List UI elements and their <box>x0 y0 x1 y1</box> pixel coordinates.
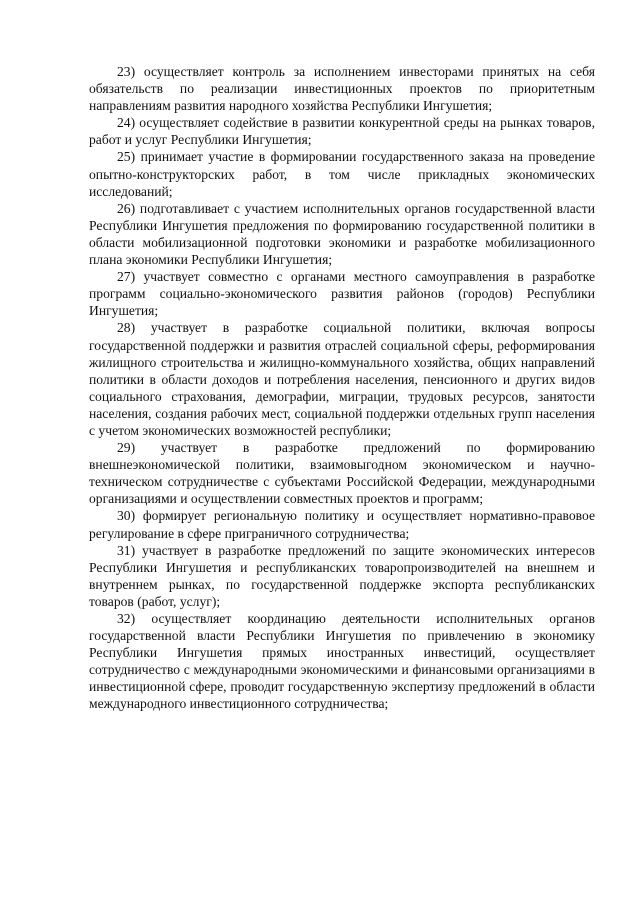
paragraph-32: 32) осуществляет координацию деятельности исполнительных органов государственной власти Республики Ингушетия по привлечению в экономику Республики Ингушетия прямых иностранных инвестиций, осуществляет сотрудничество с международными экономическими и финансовыми организациями в инвестиционной сфере, проводит государственную экспертизу предложений в области международного инвестиционного сотрудничества; <box>89 611 595 712</box>
paragraph-23: 23) осуществляет контроль за исполнением инвесторами принятых на себя обязательств по реализации инвестиционных проектов по приоритетным направлениям развития народного хозяйства Республики Ингушетия; <box>89 64 595 114</box>
paragraph-28: 28) участвует в разработке социальной политики, включая вопросы государственной поддержки и развития отраслей социальной сферы, реформирования жилищного строительства и жилищно-коммунального хозяйства, общих направлений политики в области доходов и потребления населения, пенсионного и других видов социального страхования, демографии, миграции, трудовых ресурсов, занятости населения, создания рабочих мест, социальной поддержки отдельных групп населения с учетом экономических возможностей республики; <box>89 320 595 438</box>
paragraph-31: 31) участвует в разработке предложений по защите экономических интересов Республики Ингушетия и республиканских товаропроизводителей на внешнем и внутреннем рынках, по государственной поддержке экспорта республиканских товаров (работ, услуг); <box>89 542 595 609</box>
paragraph-27: 27) участвует совместно с органами местного самоуправления в разработке программ социально-экономического развития районов (городов) Республики Ингушетия; <box>89 269 595 319</box>
paragraph-30: 30) формирует региональную политику и осуществляет нормативно-правовое регулирование в сфере приграничного сотрудничества; <box>89 508 595 541</box>
paragraph-24: 24) осуществляет содействие в развитии конкурентной среды на рынках товаров, работ и услуг Республики Ингушетия; <box>89 115 595 148</box>
document-body <box>89 63 595 713</box>
paragraph-29: 29) участвует в разработке предложений по формированию внешнеэкономической политики, взаимовыгодном экономическом и научно-техническом сотрудничестве с субъектами Российской Федерации, международными организациями и осуществлении совместных проектов и программ; <box>89 440 595 507</box>
paragraph-26: 26) подготавливает с участием исполнительных органов государственной власти Республики Ингушетия предложения по формированию государственной политики в области мобилизационной подготовки экономики и разработке мобилизационного плана экономики Республики Ингушетия; <box>89 200 595 268</box>
paragraph-25: 25) принимает участие в формировании государственного заказа на проведение опытно-конструкторских работ, в том числе прикладных экономических исследований; <box>89 149 595 199</box>
